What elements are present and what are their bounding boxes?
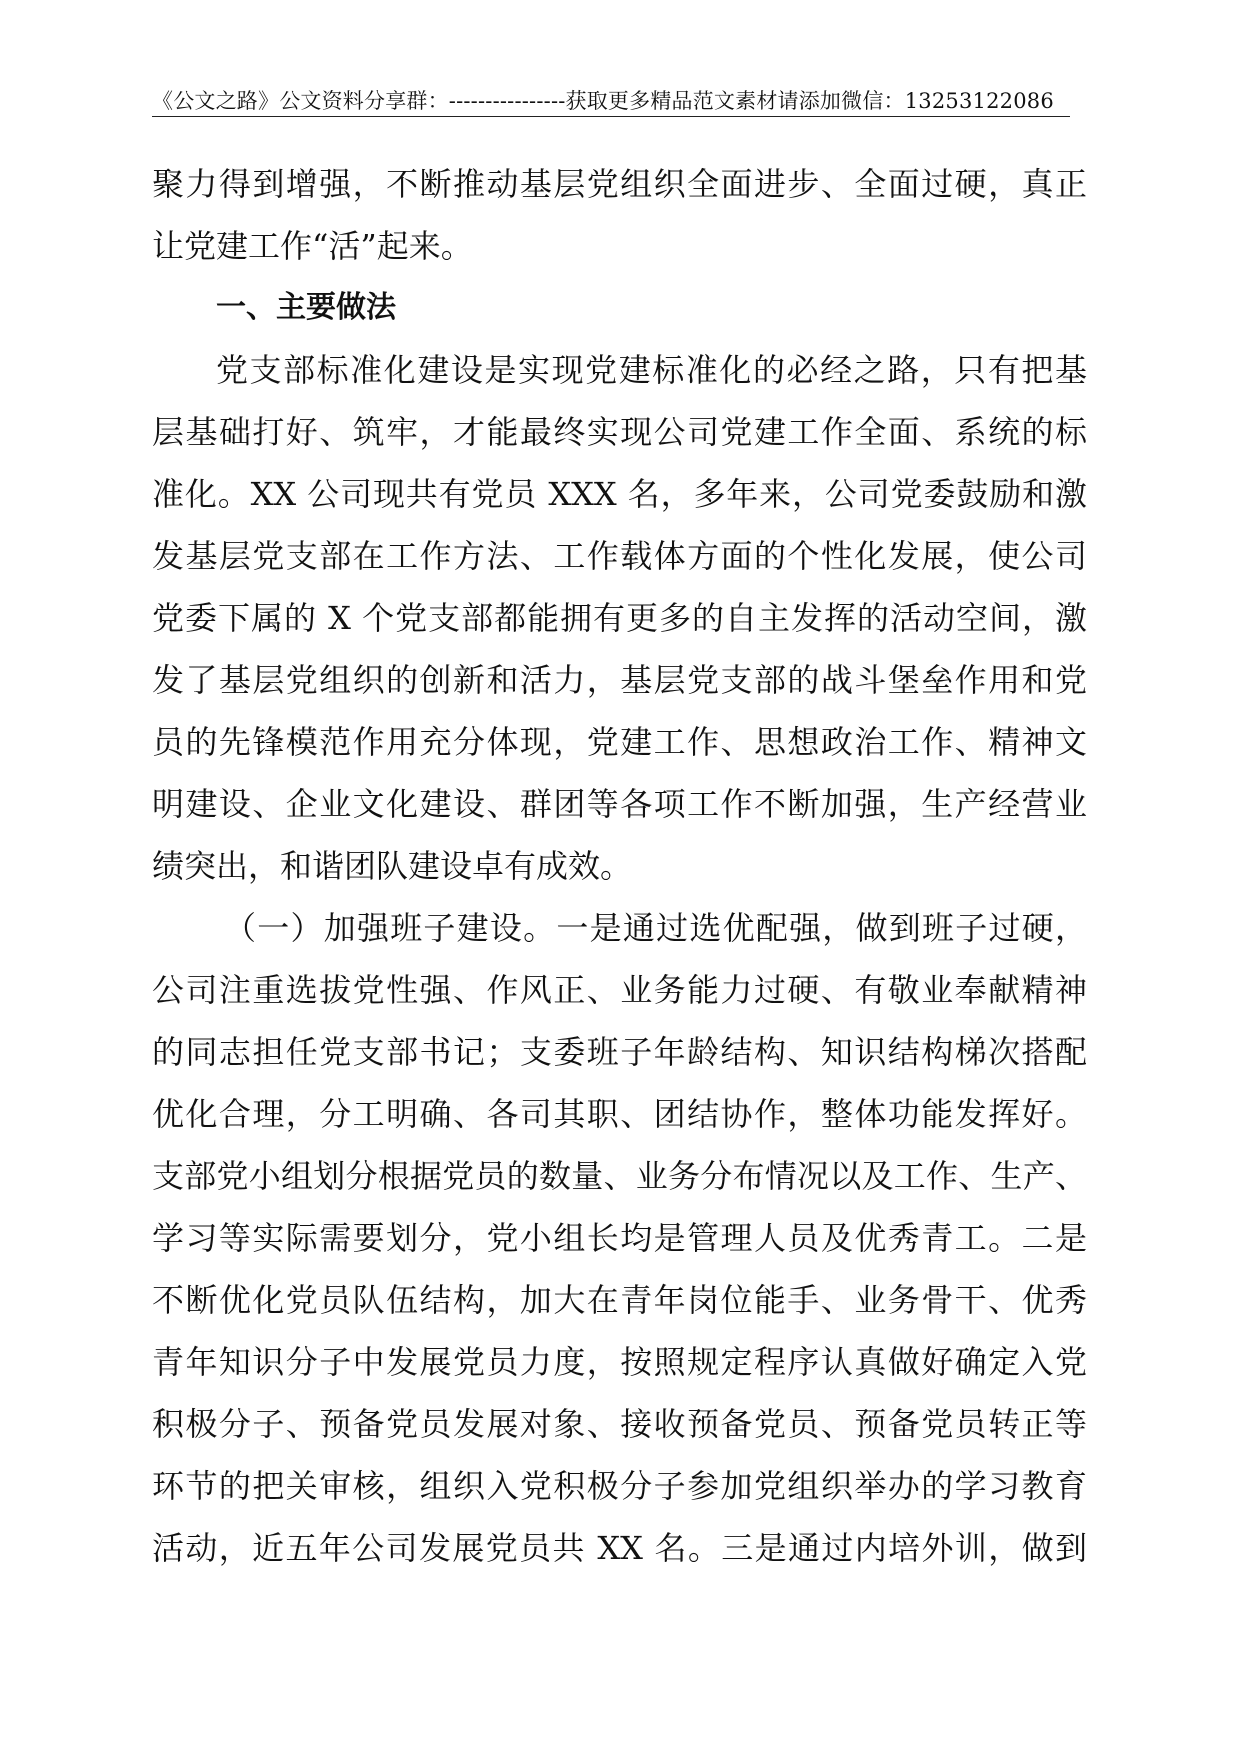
body-text <box>152 153 1087 1579</box>
body-line: 让党建工作“活”起来。 <box>152 227 473 265</box>
body-line: 发了基层党组织的创新和活力，基层党支部的战斗堡垒作用和党 <box>152 661 1087 699</box>
body-line: 不断优化党员队伍结构，加大在青年岗位能手、业务骨干、优秀 <box>152 1281 1087 1319</box>
body-line: 青年知识分子中发展党员力度，按照规定程序认真做好确定入党 <box>152 1343 1087 1381</box>
body-line: 积极分子、预备党员发展对象、接收预备党员、预备党员转正等 <box>152 1405 1087 1443</box>
body-line: 明建设、企业文化建设、群团等各项工作不断加强，生产经营业 <box>152 785 1087 823</box>
body-line: 的同志担任党支部书记；支委班子年龄结构、知识结构梯次搭配 <box>152 1033 1087 1071</box>
page-header: 《公文之路》公文资料分享群：----------------获取更多精品范文素材请添加微信：13253122086 <box>152 86 1070 117</box>
subsection-first-line: （一）加强班子建设。一是通过选优配强，做到班子过硬， <box>224 909 1087 947</box>
body-line: 聚力得到增强，不断推动基层党组织全面进步、全面过硬，真正 <box>152 165 1087 203</box>
body-line: 公司注重选拔党性强、作风正、业务能力过硬、有敬业奉献精神 <box>152 971 1087 1009</box>
paragraph-first-line: 党支部标准化建设是实现党建标准化的必经之路，只有把基 <box>216 351 1087 389</box>
section-heading: 一、主要做法 <box>216 290 396 325</box>
body-line: 活动，近五年公司发展党员共 XX 名。三是通过内培外训，做到 <box>152 1529 1087 1567</box>
body-line: 绩突出，和谐团队建设卓有成效。 <box>152 847 633 885</box>
body-line: 环节的把关审核，组织入党积极分子参加党组织举办的学习教育 <box>152 1467 1087 1505</box>
body-line: 学习等实际需要划分，党小组长均是管理人员及优秀青工。二是 <box>152 1219 1087 1257</box>
body-line: 党委下属的 X 个党支部都能拥有更多的自主发挥的活动空间，激 <box>152 599 1087 637</box>
body-line: 发基层党支部在工作方法、工作载体方面的个性化发展，使公司 <box>152 537 1087 575</box>
body-line: 层基础打好、筑牢，才能最终实现公司党建工作全面、系统的标 <box>152 413 1087 451</box>
body-line: 支部党小组划分根据党员的数量、业务分布情况以及工作、生产、 <box>152 1157 1087 1195</box>
body-line: 员的先锋模范作用充分体现，党建工作、思想政治工作、精神文 <box>152 723 1087 761</box>
body-line: 准化。XX 公司现共有党员 XXX 名，多年来，公司党委鼓励和激 <box>152 475 1087 513</box>
body-line: 优化合理，分工明确、各司其职、团结协作，整体功能发挥好。 <box>152 1095 1087 1133</box>
